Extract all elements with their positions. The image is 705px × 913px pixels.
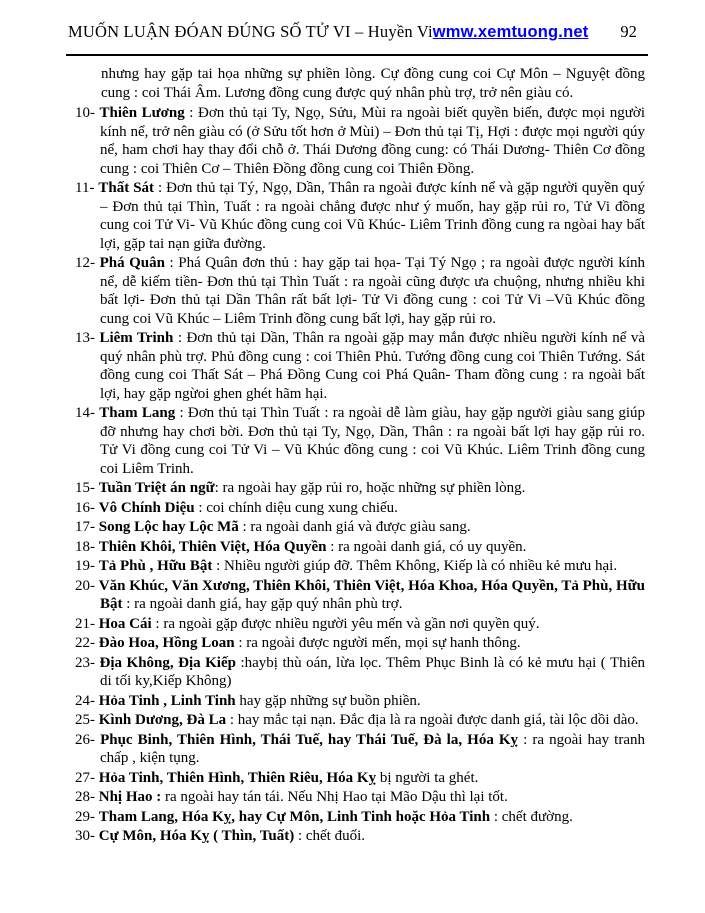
page-number: 92 xyxy=(620,22,637,41)
item-star-names: Nhị Hao : xyxy=(98,789,162,805)
numbered-list xyxy=(75,104,645,846)
item-star-names: Thiên Khôi, Thiên Việt, Hóa Quyền xyxy=(98,538,327,555)
list-item xyxy=(75,404,645,478)
item-number: 25- xyxy=(75,712,95,728)
item-star-names: Tham Lang xyxy=(99,405,176,421)
item-number: 14- xyxy=(75,405,95,421)
item-description: : ra ngoài được người mến, mọi sự hanh thông. xyxy=(234,635,521,651)
page-title: MUỐN LUẬN ĐÓAN ĐÚNG SỐ TỬ VI – Huyền Vi xyxy=(68,22,433,41)
list-item xyxy=(75,104,645,178)
item-number: 30- xyxy=(75,828,95,844)
header-right-group xyxy=(433,22,637,42)
item-star-names: Địa Không, Địa Kiếp xyxy=(99,654,236,671)
item-description: : ra ngoài gặp được nhiều người yêu mến và gần nơi quyền quý. xyxy=(151,615,540,632)
item-description: : ra ngoài hay gặp rủi ro, hoặc những sự phiền lòng. xyxy=(214,480,526,496)
item-star-names: Song Lộc hay Lộc Mã xyxy=(98,519,239,535)
website-link[interactable]: wmw.xemtuong.net xyxy=(432,23,589,41)
item-description: : chết đuối. xyxy=(294,828,366,844)
item-number: 28- xyxy=(75,789,95,805)
item-star-names: Hoa Cái xyxy=(98,615,152,632)
item-description: : coi chính diệu cung xung chiếu. xyxy=(194,499,398,516)
item-star-names: Kình Dương, Đà La xyxy=(98,712,227,728)
item-star-names: Hỏa Tinh , Linh Tinh xyxy=(98,692,236,709)
item-description: ra ngoài hay tán tái. Nếu Nhị Hao tại Mão Dậu thì lại tốt. xyxy=(161,789,508,805)
list-item xyxy=(75,518,645,537)
list-item xyxy=(75,538,645,557)
item-number: 21- xyxy=(75,615,95,632)
page-header xyxy=(0,0,705,42)
intro-paragraph: nhưng hay gặp tai họa những sự phiền lòng. Cự đồng cung coi Cự Môn – Nguyệt đồng cung : coi Thái Âm. Lương đồng cung được quý nhân phù trợ, trở nên giàu có. xyxy=(101,66,645,101)
item-star-names: Phục Binh, Thiên Hình, Thái Tuế, hay Thái Tuế, Đà la, Hóa Kỵ xyxy=(100,731,519,748)
item-star-names: Liêm Trinh xyxy=(99,330,174,346)
item-number: 20- xyxy=(75,577,95,594)
list-item xyxy=(75,577,645,614)
list-item xyxy=(75,692,645,711)
item-number: 10- xyxy=(75,105,95,121)
item-description: : Phá Quân đơn thủ : hay gặp tai họa- Tại Tý Ngọ ; ra ngoài được người kính nể, dễ kiếm tiền- Đơn thủ tại Thìn Tuất : ra ngoài cũng được ưa chuộng, nhưng nhiều khi bất lợi- Đơn thủ tại Dần Thân rất bất lợi- Tử Vi đồng cung : coi Tử Vi –Vũ Khúc đồng cung coi Vũ Khúc – Liêm Trinh đồng cung bất lợi, hay gặp rủi ro. xyxy=(100,255,646,327)
list-item xyxy=(75,499,645,518)
item-description: hay gặp những sự buồn phiền. xyxy=(235,692,421,709)
item-number: 22- xyxy=(75,635,95,651)
item-number: 19- xyxy=(75,558,95,574)
list-item xyxy=(75,731,645,768)
item-number: 12- xyxy=(75,255,95,271)
item-description: : chết đường. xyxy=(490,808,573,825)
list-item xyxy=(75,254,645,328)
item-description: : Đơn thủ tại Ty, Ngọ, Sửu, Mùi ra ngoài biết quyền biến, được mọi người kính nể, trở nên giàu có (ở Sửu tốt hơn ở Mùi) – Đơn thủ tại Tị, Hợi : được mọi người qúy nể, ham chơi hay thay đổi chỗ ở. Thái Dương đồng cung: có Thái Dương- Thiên Cơ đồng cung : coi Thiên Cơ – Thiên Đồng đồng cung coi Thiên Đồng. xyxy=(100,105,645,177)
item-number: 29- xyxy=(75,808,95,825)
list-item xyxy=(75,808,645,827)
item-star-names: Phá Quân xyxy=(99,255,165,271)
list-item xyxy=(75,179,645,253)
item-star-names: Thất Sát xyxy=(98,180,155,196)
list-item xyxy=(75,615,645,634)
item-description: :haybị thù oán, lừa lọc. Thêm Phục Binh là có kẻ mưu hại ( Thiên di tối ky,Kiếp Không) xyxy=(100,654,646,689)
item-star-names: Hỏa Tinh, Thiên Hình, Thiên Riêu, Hóa Kỵ xyxy=(98,769,377,786)
item-number: 23- xyxy=(75,654,95,671)
item-number: 24- xyxy=(75,692,95,709)
item-number: 18- xyxy=(75,538,95,555)
item-number: 27- xyxy=(75,769,95,786)
item-description: : Nhiều người giúp đỡ. Thêm Không, Kiếp là có nhiều kẻ mưu hại. xyxy=(212,558,618,574)
item-description: : ra ngoài danh giá, hay gặp quý nhân phù trợ. xyxy=(122,596,403,612)
item-description: : ra ngoài danh giá và được giàu sang. xyxy=(238,519,471,535)
list-item xyxy=(75,827,645,846)
list-item xyxy=(75,329,645,403)
list-item xyxy=(75,557,645,576)
list-item xyxy=(75,634,645,653)
item-number: 16- xyxy=(75,499,95,516)
item-description: : hay mắc tại nạn. Đắc địa là ra ngoài được danh giá, tài lộc dồi dào. xyxy=(226,712,639,728)
item-star-names: Thiên Lương xyxy=(99,105,185,121)
item-number: 17- xyxy=(75,519,95,535)
item-description: : ra ngoài hay tranh chấp , kiện tụng. xyxy=(100,731,645,766)
list-item xyxy=(75,654,645,691)
item-star-names: Tả Phù , Hữu Bật xyxy=(98,558,213,574)
item-number: 15- xyxy=(75,480,95,496)
list-item xyxy=(75,788,645,807)
item-star-names: Vô Chính Diệu xyxy=(98,499,195,516)
list-item xyxy=(75,769,645,788)
item-description: bị người ta ghét. xyxy=(376,769,479,786)
item-description: : ra ngoài danh giá, có uy quyền. xyxy=(326,538,527,555)
item-description: : Đơn thủ tại Thìn Tuất : ra ngoài dễ làm giàu, hay gặp người giàu sang giúp đỡ nhưng hay chơi bời. Đơn thủ tại Ty, Ngọ, Dần, Thân : ra ngoài bất lợi hay gặp rủi ro. Tử Vi đồng cung coi Tử Vi – Vũ Khúc đồng cung : coi Vũ Khúc. Liêm Trinh đồng cung coi Liêm Trinh. xyxy=(100,405,646,477)
item-star-names: Cự Môn, Hóa Kỵ ( Thìn, Tuất) xyxy=(98,828,295,844)
item-description: : Đơn thủ tại Tý, Ngọ, Dần, Thân ra ngoài được kính nể và gặp người quyền quý – Đơn thủ tại Thìn, Tuất : ra ngoài chẳng được như ý muốn, hay gặp rủi ro, Tử Vi đồng cung coi Tử Vi- Vũ Khúc đồng cung coi Vũ Khúc- Liêm Trinh đồng cung ra ngòai hay bất lợi, gặp tai nạn giữa đường. xyxy=(100,180,645,252)
page-content xyxy=(0,56,705,846)
item-number: 11- xyxy=(75,180,95,196)
list-item xyxy=(75,479,645,498)
item-star-names: Văn Khúc, Văn Xương, Thiên Khôi, Thiên Việt, Hóa Khoa, Hóa Quyền, Tả Phù, Hữu Bật xyxy=(98,577,646,612)
list-item xyxy=(75,711,645,730)
item-description: : Đơn thủ tại Dần, Thân ra ngoài gặp may mắn được nhiều người kính nể và quý nhân phù trợ. Phủ đồng cung : coi Thiên Phủ. Tướng đồng cung coi Thiên Tướng. Sát đồng cung coi Thất Sát – Phá Đồng Cung coi Phá Quân- Tham đồng cung : ra ngoài bất lợi, hay gặp ngừoi ghen ghét hãm hại. xyxy=(100,330,645,402)
item-star-names: Tuần Triệt án ngữ xyxy=(98,480,215,496)
item-star-names: Đào Hoa, Hồng Loan xyxy=(98,635,235,651)
item-number: 26- xyxy=(75,731,95,748)
item-number: 13- xyxy=(75,330,95,346)
item-star-names: Tham Lang, Hóa Kỵ, hay Cự Môn, Linh Tinh hoặc Hỏa Tinh xyxy=(98,808,491,825)
